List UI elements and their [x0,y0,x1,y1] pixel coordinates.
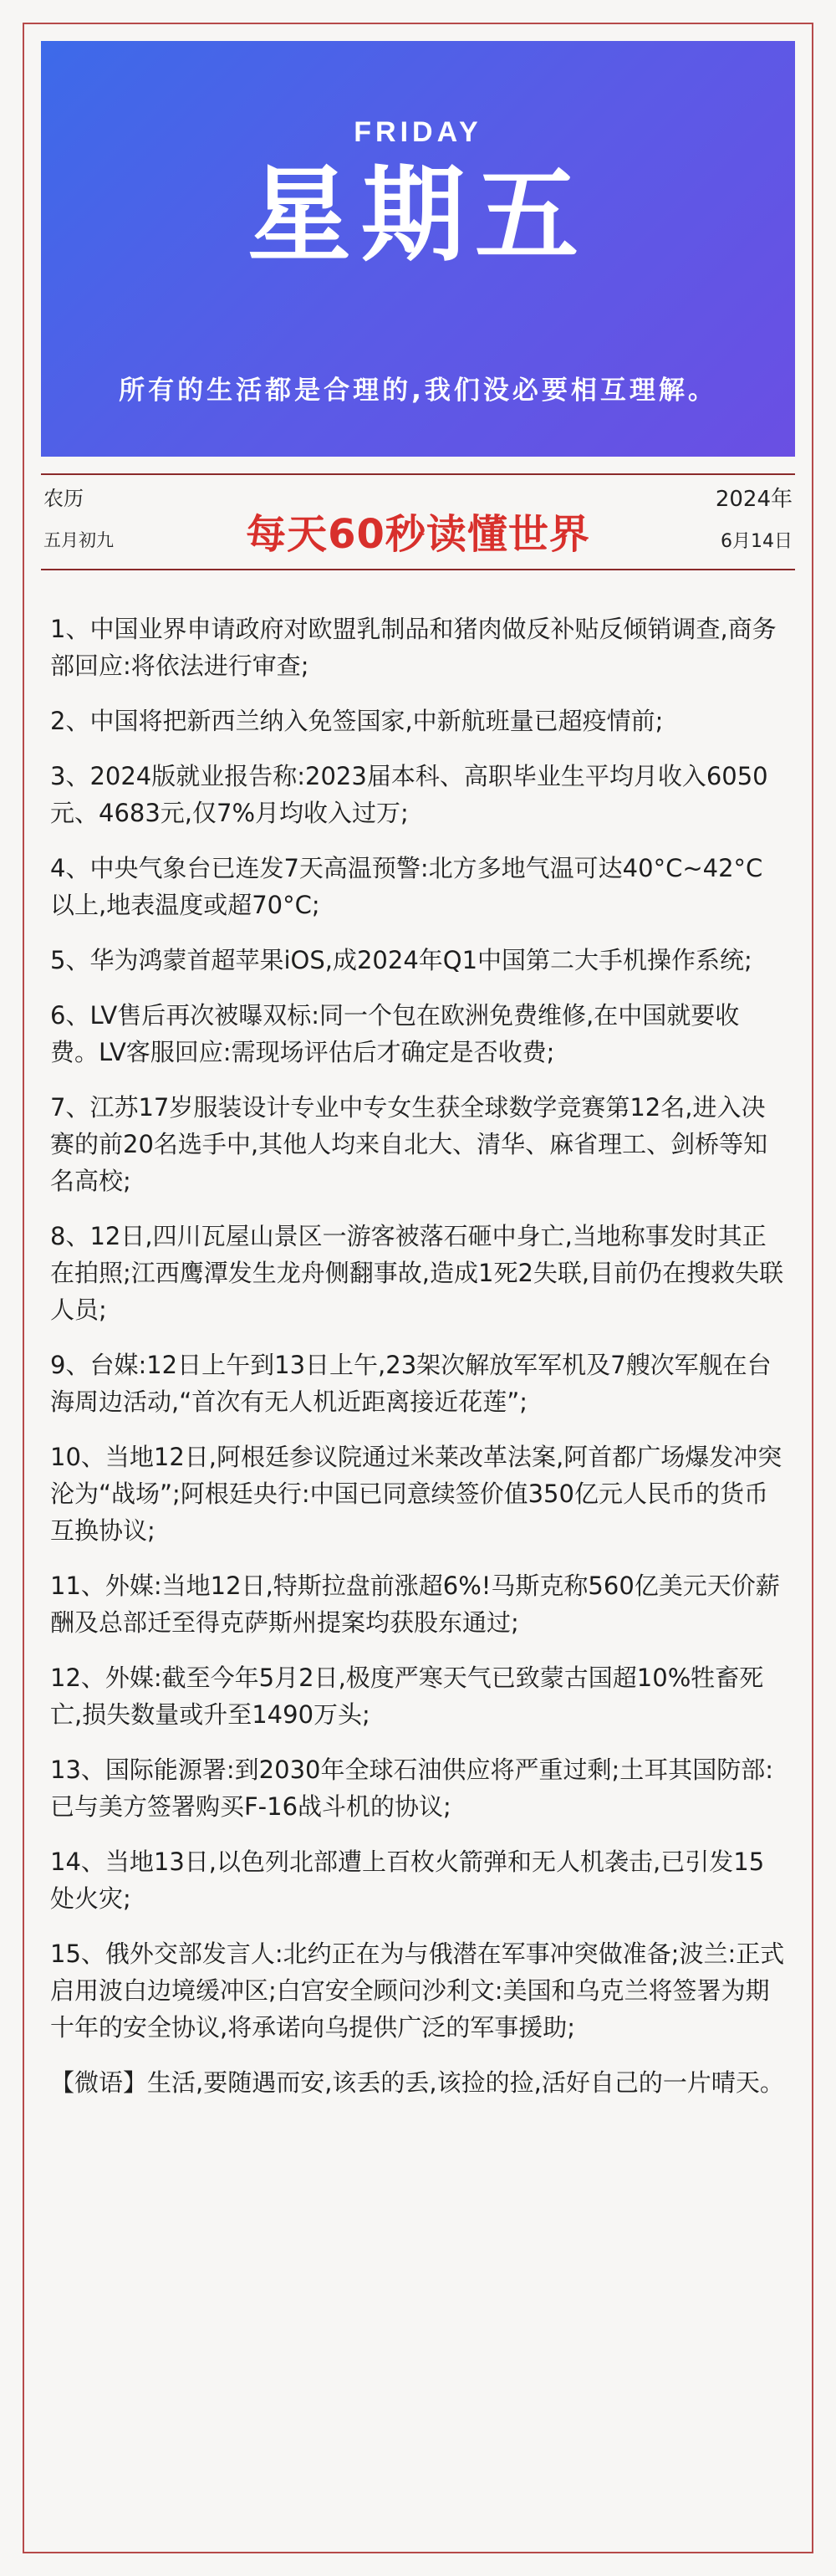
news-item: 12、外媒:截至今年5月2日,极度严寒天气已致蒙古国超10%牲畜死亡,损失数量或升至1490万头; [50,1664,764,1729]
page-title: 每天60秒读懂世界 [246,511,590,558]
closing-quote: 【微语】生活,要随遇而安,该丢的丢,该捡的捡,活好自己的一片晴天。 [50,2068,784,2097]
news-item: 13、国际能源署:到2030年全球石油供应将严重过剩;土耳其国防部:已与美方签署购买F-16战斗机的协议; [50,1756,774,1821]
news-item: 7、江苏17岁服装设计专业中专女生获全球数学竞赛第12名,进入决赛的前20名选手中,其他人均来自北大、清华、麻省理工、剑桥等知名高校; [50,1093,768,1195]
calendar-date: 6月14日 [721,531,793,552]
news-item: 10、当地12日,阿根廷参议院通过米莱改革法案,阿首都广场爆发冲突沦为“战场”;阿根廷央行:中国已同意续签价值350亿元人民币的货币互换协议; [50,1443,782,1545]
header-banner [41,41,795,457]
top-divider [41,473,795,475]
weekday-english: FRIDAY [354,116,482,148]
bottom-divider [41,569,795,570]
news-item: 1、中国业界申请政府对欧盟乳制品和猪肉做反补贴反倾销调查,商务部回应:将依法进行审查; [50,615,777,680]
calendar-year: 2024年 [715,487,793,512]
news-item: 15、俄外交部发言人:北约正在为与俄潜在军事冲突做准备;波兰:正式启用波白边境缓冲区;白宫安全顾问沙利文:美国和乌克兰将签署为期十年的安全协议,将承诺向乌提供广泛的军事援助; [50,1940,785,2042]
news-item: 4、中央气象台已连发7天高温预警:北方多地气温可达40°C~42°C以上,地表温度或超70°C; [50,854,763,919]
news-list [50,611,786,2101]
news-item: 2、中国将把新西兰纳入免签国家,中新航班量已超疫情前; [50,707,664,735]
news-item: 5、华为鸿蒙首超苹果iOS,成2024年Q1中国第二大手机操作系统; [50,946,752,974]
news-item: 6、LV售后再次被曝双标:同一个包在欧洲免费维修,在中国就要收费。LV客服回应:需现场评估后才确定是否收费; [50,1001,740,1066]
news-item: 3、2024版就业报告称:2023届本科、高职毕业生平均月收入6050元、4683元,仅7%月均收入过万; [50,762,768,827]
lunar-label: 农历 [43,487,84,510]
news-item: 11、外媒:当地12日,特斯拉盘前涨超6%!马斯克称560亿美元天价薪酬及总部迁至得克萨斯州提案均获股东通过; [50,1572,780,1637]
news-item: 8、12日,四川瓦屋山景区一游客被落石砸中身亡,当地称事发时其正在拍照;江西鹰潭发生龙舟侧翻事故,造成1死2失联,目前仍在搜救失联人员; [50,1222,784,1324]
banner-motto: 所有的生活都是合理的,我们没必要相互理解。 [119,376,717,406]
news-item: 9、台媒:12日上午到13日上午,23架次解放军军机及7艘次军舰在台海周边活动,“首次有无人机近距离接近花莲”; [50,1351,772,1416]
lunar-date: 五月初九 [43,530,114,550]
weekday-chinese: 星期五 [247,156,589,276]
news-item: 14、当地13日,以色列北部遭上百枚火箭弹和无人机袭击,已引发15处火灾; [50,1848,765,1913]
